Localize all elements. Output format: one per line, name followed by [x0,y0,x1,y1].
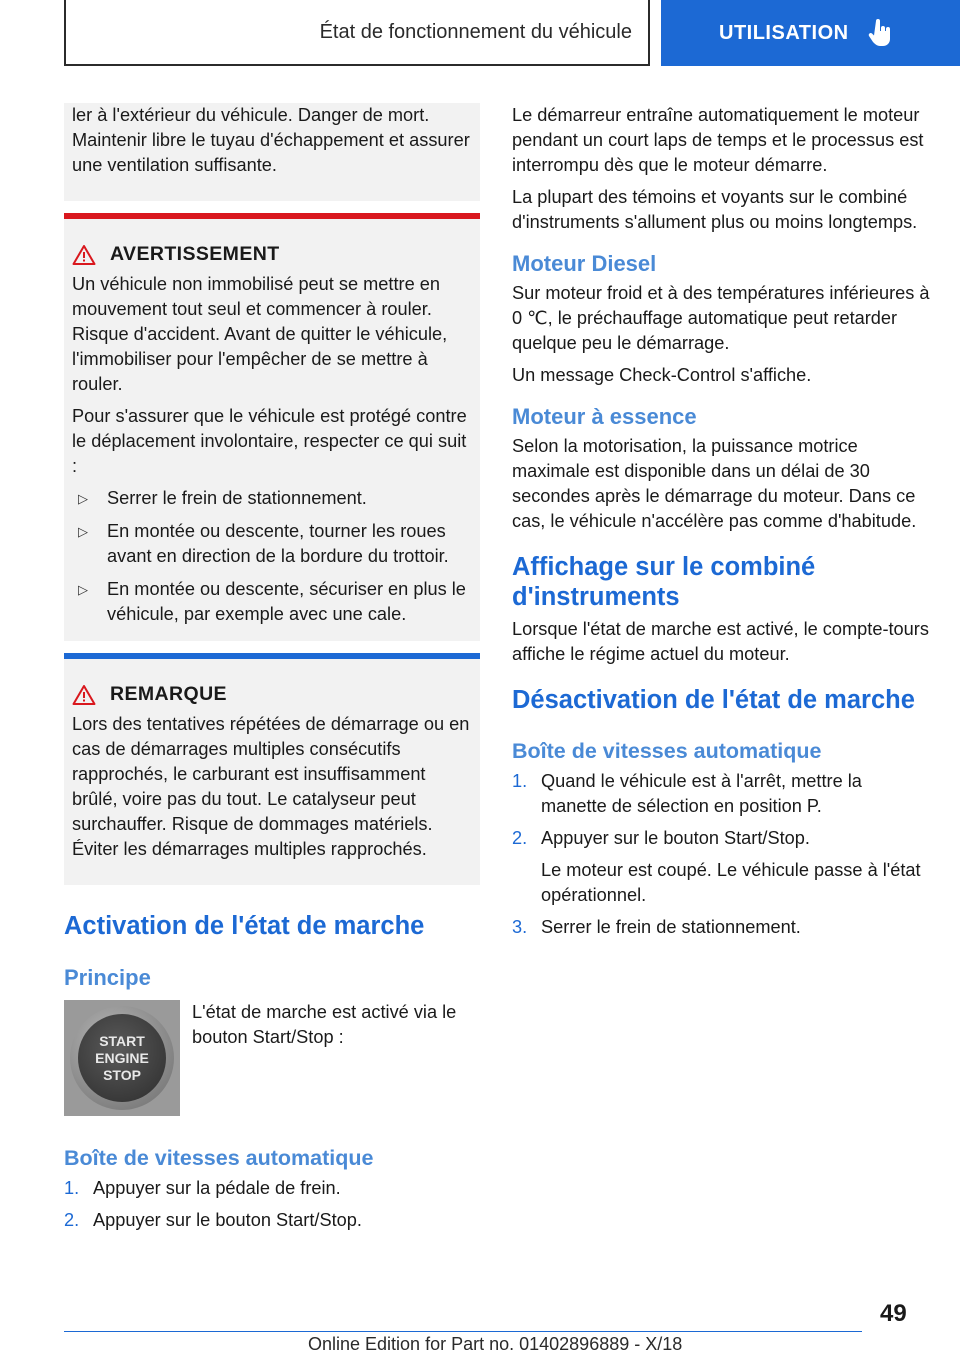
warning-triangle-icon [72,684,96,706]
deactivation-steps [512,769,930,940]
footer-edition: Online Edition for Part no. 01402896889 - X/18 [308,1334,683,1354]
activation-steps [64,1176,480,1233]
warning-list [72,486,472,627]
right-column [512,103,930,947]
affichage-paragraph: Lorsque l'état de marche est activé, le compte-tours affiche le régime actuel du moteur. [512,619,929,664]
triangle-bullet-icon: ▷ [78,582,88,597]
indicators-paragraph: La plupart des témoins et voyants sur le combiné d'instruments s'allument plus ou moins longtemps. [512,187,918,232]
heading-affichage: Affichage sur le combiné d'instruments [512,553,816,611]
heading-activation: Activation de l'état de marche [64,912,425,940]
hand-pointer-icon [867,19,893,47]
warning-paragraph-2: Pour s'assurer que le véhicule est protégé contre le déplacement involontaire, respecter ce qui suit : [72,406,467,476]
remark-title: REMARQUE [110,683,227,705]
warning-title: AVERTISSEMENT [110,243,280,265]
heading-essence: Moteur à essence [512,404,697,429]
header-section-title-box [64,0,650,66]
list-item: 3. Serrer le frein de stationnement. [512,917,801,937]
start-stop-button-image: START ENGINE STOP [64,1000,180,1116]
danger-text: ler à l'extérieur du véhicule. Danger de mort. Maintenir libre le tuyau d'échappement et assurer une ventilation suffisante. [72,105,470,175]
triangle-bullet-icon: ▷ [78,524,88,539]
heading-desactivation: Désactivation de l'état de marche [512,686,915,714]
remark-text: Lors des tentatives répétées de démarrage ou en cas de démarrages multiples consécutifs rapprochés, le carburant est insuffisamment brûlé, voire pas du tout. Le catalyseur peut surchauffer. Risque de dommages matériels. Éviter les démarrages multiples rapprochés. [72,714,470,859]
danger-box-continuation [64,103,480,201]
triangle-bullet-icon: ▷ [78,491,88,506]
chapter-label: UTILISATION [719,21,849,44]
remark-box [64,659,480,885]
footer-divider [64,1331,862,1332]
heading-principe: Principe [64,965,151,990]
warning-triangle-icon [72,244,96,266]
starter-paragraph: Le démarreur entraîne automatiquement le moteur pendant un court laps de temps et le processus est interrompu dès que le moteur démarre. [512,105,924,175]
warning-paragraph-1: Un véhicule non immobilisé peut se mettre en mouvement tout seul et commencer à rouler. Risque d'accident. Avant de quitter le véhicule, l'immobiliser pour l'empêcher de se mettre à rouler. [72,274,448,394]
heading-boite-left: Boîte de vitesses automatique [64,1146,374,1170]
list-item: 1. Appuyer sur la pédale de frein. [64,1178,341,1198]
list-item: 2. Appuyer sur le bouton Start/Stop. [64,1210,362,1230]
list-item: 2. Appuyer sur le bouton Start/Stop. Le moteur est coupé. Le véhicule passe à l'état opérationnel. [512,828,921,905]
warning-box [64,219,480,641]
heading-diesel: Moteur Diesel [512,251,657,276]
chapter-tab[interactable] [661,0,960,66]
diesel-paragraph-1: Sur moteur froid et à des températures inférieures à 0 ℃, le préchauffage automatique peut retarder quelque peu le démarrage. [512,283,930,353]
diesel-paragraph-2: Un message Check-Control s'affiche. [512,365,812,385]
left-column [64,103,480,1240]
list-item: ▷ Serrer le frein de stationnement. [72,486,472,511]
essence-paragraph: Selon la motorisation, la puissance motrice maximale est disponible dans un délai de 30 secondes après le démarrage du moteur. Dans ce cas, le véhicule n'accélère pas comme d'habitude. [512,436,917,531]
list-item: ▷ En montée ou descente, sécuriser en plus le véhicule, par exemple avec une cale. [78,579,466,624]
page-number: 49 [880,1300,907,1327]
section-title: État de fonctionnement du véhicule [319,20,632,43]
list-item: 1. Quand le véhicule est à l'arrêt, mettre la manette de sélection en position P. [512,771,862,816]
heading-boite-right: Boîte de vitesses automatique [512,739,822,763]
list-item: ▷ En montée ou descente, tourner les roues avant en direction de la bordure du trottoir. [78,521,449,566]
principe-row [64,1000,480,1116]
principe-text: L'état de marche est activé via le bouton Start/Stop : [192,1002,457,1047]
